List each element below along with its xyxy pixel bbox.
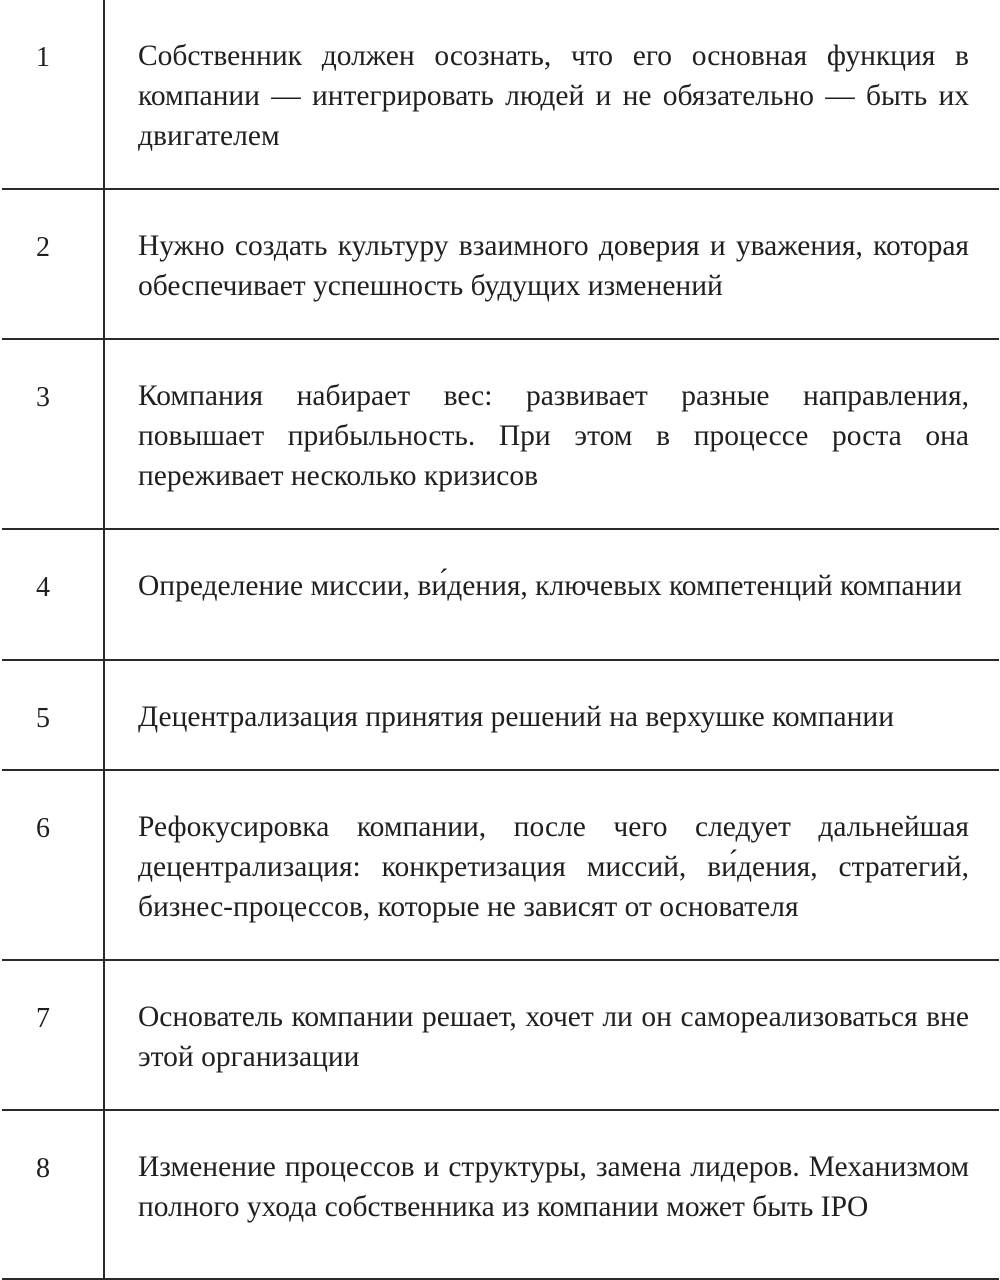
step-text-cell (104, 1110, 999, 1279)
table-row (2, 339, 999, 529)
step-number: 4 (36, 572, 50, 603)
step-text-cell (104, 770, 999, 960)
table-row (2, 1110, 999, 1279)
table-row (2, 0, 999, 189)
step-text: Децентрализация принятия решений на верхушке компании (138, 701, 895, 733)
table-row (2, 189, 999, 339)
step-text: Собственник должен осознать, что его основная функция в компании — интегрировать людей и не обязательно — быть их двигателем (138, 40, 969, 152)
step-number-cell (2, 770, 104, 960)
step-number: 6 (36, 813, 50, 844)
step-text: Компания набирает вес: развивает разные направления, повышает прибыльность. При этом в процессе роста она переживает несколько кризисов (138, 380, 969, 492)
step-text: Определение миссии, ви́дения, ключевых компетенций компании (138, 570, 962, 602)
step-number: 3 (36, 382, 50, 413)
step-number: 1 (36, 42, 50, 73)
step-text-cell (104, 339, 999, 529)
table-row (2, 529, 999, 660)
step-number: 8 (36, 1153, 50, 1184)
step-number: 7 (36, 1003, 50, 1034)
table-row (2, 660, 999, 770)
table-row (2, 770, 999, 960)
step-text: Основатель компании решает, хочет ли он самореализоваться вне этой организации (138, 1001, 969, 1073)
step-text-cell (104, 189, 999, 339)
step-text-cell (104, 660, 999, 770)
step-number-cell (2, 660, 104, 770)
step-number-cell (2, 1110, 104, 1279)
step-text-cell (104, 0, 999, 189)
step-number-cell (2, 339, 104, 529)
steps-table (2, 0, 999, 1280)
step-number-cell (2, 0, 104, 189)
step-text: Изменение процессов и структуры, замена лидеров. Механизмом полного ухода собственника из компании может быть IPO (138, 1151, 969, 1223)
step-number-cell (2, 189, 104, 339)
step-number-cell (2, 960, 104, 1110)
step-text-cell (104, 529, 999, 660)
step-text: Рефокусировка компании, после чего следует дальнейшая децентрализация: конкретизация миссий, ви́дения, стратегий, бизнес-процессов, которые не зависят от основателя (138, 811, 969, 923)
step-number: 5 (36, 703, 50, 734)
table-row (2, 960, 999, 1110)
step-text-cell (104, 960, 999, 1110)
step-text: Нужно создать культуру взаимного доверия и уважения, которая обеспечивает успешность будущих изменений (138, 230, 969, 302)
step-number-cell (2, 529, 104, 660)
step-number: 2 (36, 232, 50, 263)
